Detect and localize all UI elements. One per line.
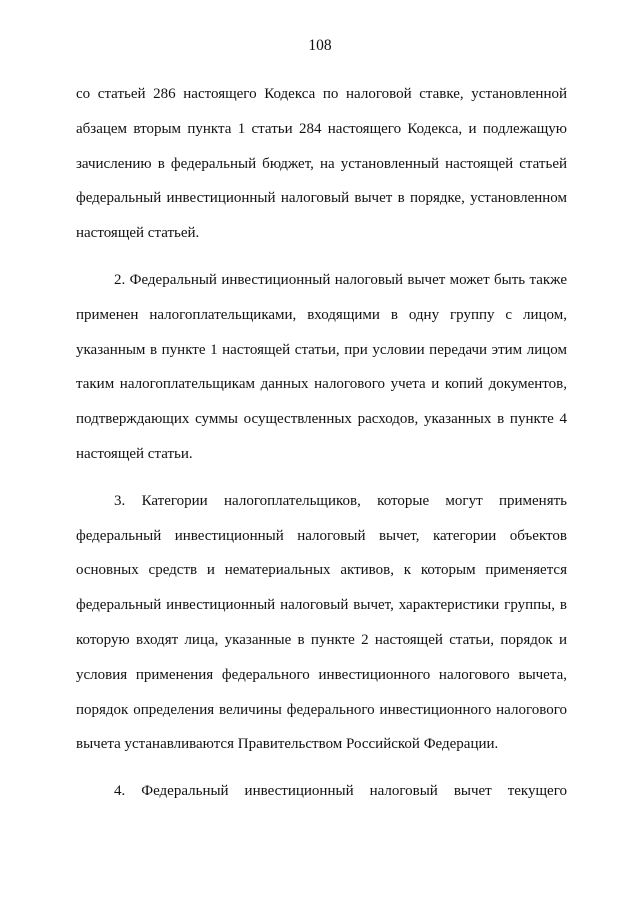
paragraph-clause-4: 4. Федеральный инвестиционный налоговый вычет текущего (114, 783, 567, 800)
paragraph-gap (76, 762, 567, 774)
paragraph-clause-3: 3. Категории налогоплательщиков, которые могут применять федеральный инвестиционный налоговый вычет, категории объектов основных средств и нематериальных активов, к которым применяется федеральный инвестиционный налоговый вычет, характеристики группы, в которую входят лица, указанные в пункте 2 настоящей статьи, порядок и условия применения федерального инвестиционного налогового вычета, порядок определения величины федерального инвестиционного налогового вычета устанавливаются Правительством Российской Федерации. (76, 492, 567, 753)
paragraph-continuation: со статьей 286 настоящего Кодекса по налоговой ставке, установленной абзацем вторым пункта 1 статьи 284 настоящего Кодекса, и подлежащую зачислению в федеральный бюджет, на установленный настоящей статьей федеральный инвестиционный налоговый вычет в порядке, установленном настоящей статьей. (76, 86, 567, 242)
paragraph-clause-2: 2. Федеральный инвестиционный налоговый вычет может быть также применен налогоплательщиками, входящими в одну группу с лицом, указанным в пункте 1 настоящей статьи, при условии передачи этим лицом таким налогоплательщикам данных налогового учета и копий документов, подтверждающих суммы осуществленных расходов, указанных в пункте 4 настоящей статьи. (76, 271, 567, 462)
paragraph-gap (76, 251, 567, 263)
page-number: 108 (308, 37, 332, 54)
document-body (76, 77, 567, 809)
paragraph-gap (76, 472, 567, 484)
